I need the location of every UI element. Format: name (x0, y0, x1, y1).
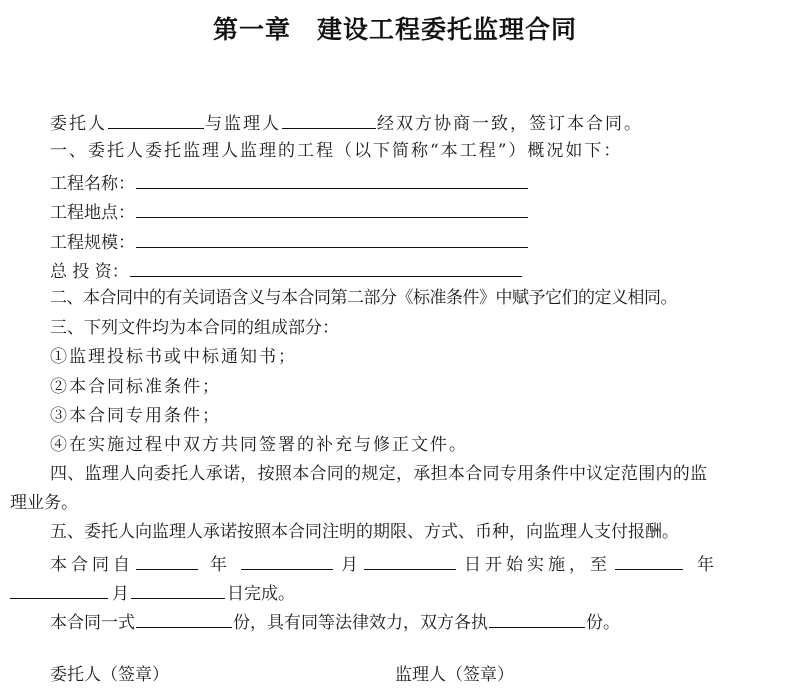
client-name-field[interactable] (108, 110, 204, 129)
period-line-2 (10, 580, 295, 604)
page-title: 第一章 建设工程委托监理合同 (212, 15, 577, 44)
clause-4-line-2: 理业务。 (10, 493, 78, 513)
supervisor-name-field[interactable] (282, 110, 376, 129)
project-name-row (50, 170, 529, 194)
total-copies-field[interactable] (136, 609, 232, 628)
project-location-label: 工程地点： (50, 203, 135, 223)
start-year-field[interactable] (136, 551, 198, 570)
end-day-label: 日完成。 (227, 584, 295, 604)
start-day-field[interactable] (364, 551, 456, 570)
copies-middle: 份，具有同等法律效力，双方各执 (233, 613, 488, 633)
clause-2: 二、本合同中的有关词语含义与本合同第二部分《标准条件》中赋予它们的定义相同。 (50, 288, 677, 308)
parties-line (50, 110, 643, 134)
period-prefix: 本合同自 (50, 555, 134, 575)
total-investment-label: 总 投 资： (50, 262, 129, 282)
end-month-field[interactable] (10, 580, 108, 599)
component-item-1: ①监理投标书或中标通知书； (50, 347, 297, 367)
clause-3: 三、下列文件均为本合同的组成部分： (50, 318, 339, 338)
end-year-field[interactable] (615, 551, 683, 570)
supervisor-signature-label: 监理人（签章） (395, 665, 514, 685)
clause-5: 五、委托人向监理人承诺按照本合同注明的期限、方式、币种，向监理人支付报酬。 (50, 522, 679, 542)
total-investment-field[interactable] (130, 258, 522, 277)
start-day-label: 日开始实施，至 (464, 555, 611, 575)
clause-4-line-1: 四、监理人向委托人承诺，按照本合同的规定，承担本合同专用条件中议定范围内的监 (50, 464, 708, 484)
project-name-label: 工程名称： (50, 174, 135, 194)
end-day-field[interactable] (131, 580, 225, 599)
start-month-label: 月 (341, 555, 358, 575)
start-year-label: 年 (210, 555, 227, 575)
project-location-field[interactable] (136, 199, 528, 218)
project-name-field[interactable] (136, 170, 528, 189)
start-month-field[interactable] (241, 551, 333, 570)
copies-prefix: 本合同一式 (50, 613, 135, 633)
parties-tail: 经双方协商一致，签订本合同。 (377, 114, 643, 134)
total-investment-row (50, 258, 523, 282)
copies-each-field[interactable] (489, 609, 585, 628)
component-item-2: ②本合同标准条件； (50, 377, 221, 397)
client-label: 委托人 (50, 114, 107, 134)
supervisor-label: 与监理人 (205, 114, 281, 134)
end-year-label: 年 (697, 555, 714, 575)
project-scale-label: 工程规模： (50, 233, 135, 253)
period-line-1 (50, 551, 714, 575)
end-month-label: 月 (112, 584, 129, 604)
clause-1: 一、委托人委托监理人监理的工程（以下简称“本工程”）概况如下： (50, 141, 623, 161)
component-item-4: ④在实施过程中双方共同签署的补充与修正文件。 (50, 435, 468, 455)
project-location-row (50, 199, 529, 223)
client-signature-label: 委托人（签章） (50, 665, 169, 685)
copies-suffix: 份。 (586, 613, 620, 633)
component-item-3: ③本合同专用条件； (50, 406, 221, 426)
copies-line (50, 609, 620, 633)
project-scale-field[interactable] (136, 229, 528, 248)
project-scale-row (50, 229, 529, 253)
